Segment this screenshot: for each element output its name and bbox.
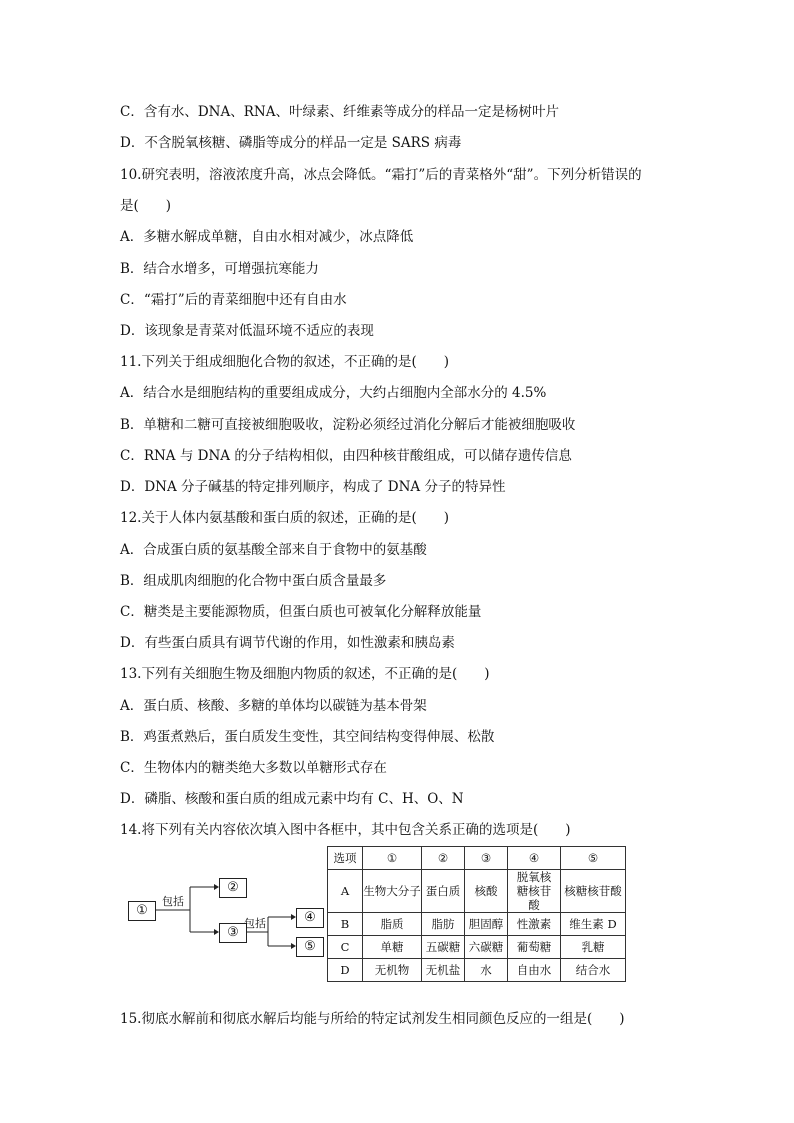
- table-header-cell: ⑤: [561, 847, 626, 870]
- table-cell: 无机盐: [422, 959, 465, 982]
- question-13-stem: 13.下列有关细胞生物及细胞内物质的叙述，不正确的是( ): [120, 666, 490, 682]
- table-cell: 维生素 D: [561, 913, 626, 936]
- option-13b: B．鸡蛋煮熟后，蛋白质发生变性，其空间结构变得伸展、松散: [120, 729, 495, 745]
- diagram-box-1: ①: [128, 901, 156, 921]
- option-12d: D．有些蛋白质具有调节代谢的作用，如性激素和胰岛素: [120, 635, 455, 651]
- table-cell: A: [328, 870, 363, 913]
- table-cell: 单糖: [363, 936, 422, 959]
- options-table: [327, 846, 626, 982]
- table-header-cell: ③: [465, 847, 508, 870]
- option-11d: D．DNA 分子碱基的特定排列顺序，构成了 DNA 分子的特异性: [120, 479, 506, 495]
- option-13a: A．蛋白质、核酸、多糖的单体均以碳链为基本骨架: [120, 698, 427, 714]
- option-13c: C．生物体内的糖类绝大多数以单糖形式存在: [120, 760, 387, 776]
- question-10-stem: 10.研究表明，溶液浓度升高，冰点会降低。“霜打”后的青菜格外“甜”。下列分析错误的: [120, 167, 642, 183]
- option-11c: C．RNA 与 DNA 的分子结构相似，由四种核苷酸组成，可以储存遗传信息: [120, 448, 572, 464]
- question-11-stem: 11.下列关于组成细胞化合物的叙述，不正确的是( ): [120, 354, 450, 370]
- table-header-cell: 选项: [328, 847, 363, 870]
- table-header-cell: ④: [508, 847, 561, 870]
- diagram-label-includes-2: 包括: [244, 917, 266, 930]
- diagram-box-3: ③: [219, 923, 247, 943]
- table-cell: 无机物: [363, 959, 422, 982]
- option-11b: B．单糖和二糖可直接被细胞吸收，淀粉必须经过消化分解后才能被细胞吸收: [120, 417, 576, 433]
- table-cell: C: [328, 936, 363, 959]
- option-12c: C．糖类是主要能源物质，但蛋白质也可被氧化分解释放能量: [120, 604, 482, 620]
- table-cell: 乳糖: [561, 936, 626, 959]
- option-10d: D．该现象是青菜对低温环境不适应的表现: [120, 323, 374, 339]
- option-13d: D．磷脂、核酸和蛋白质的组成元素中均有 C、H、O、N: [120, 791, 464, 807]
- option-9c: C．含有水、DNA、RNA、叶绿素、纤维素等成分的样品一定是杨树叶片: [120, 104, 559, 120]
- option-12b: B．组成肌肉细胞的化合物中蛋白质含量最多: [120, 573, 387, 589]
- question-14-stem: 14.将下列有关内容依次填入图中各框中，其中包含关系正确的选项是( ): [120, 822, 571, 838]
- table-cell: 脂质: [363, 913, 422, 936]
- option-10c: C．“霜打”后的青菜细胞中还有自由水: [120, 292, 347, 308]
- diagram-box-2: ②: [219, 878, 247, 898]
- question-12-stem: 12.关于人体内氨基酸和蛋白质的叙述，正确的是( ): [120, 510, 450, 526]
- table-cell: 脂肪: [422, 913, 465, 936]
- table-cell: 自由水: [508, 959, 561, 982]
- diagram-label-includes-1: 包括: [162, 895, 184, 908]
- table-row: [328, 959, 626, 982]
- table-cell: 蛋白质: [422, 870, 465, 913]
- table-cell: 五碳糖: [422, 936, 465, 959]
- table-cell: 六碳糖: [465, 936, 508, 959]
- table-row: [328, 870, 626, 913]
- diagram-box-5: ⑤: [296, 937, 324, 957]
- table-cell: 核糖核苷酸: [561, 870, 626, 913]
- table-cell: 结合水: [561, 959, 626, 982]
- table-cell: B: [328, 913, 363, 936]
- option-11a: A．结合水是细胞结构的重要组成成分，大约占细胞内全部水分的 4.5%: [120, 385, 547, 401]
- table-row: [328, 913, 626, 936]
- table-header-cell: ②: [422, 847, 465, 870]
- option-10b: B．结合水增多，可增强抗寒能力: [120, 261, 319, 277]
- table-cell: 水: [465, 959, 508, 982]
- table-header-row: [328, 847, 626, 870]
- table-cell: 胆固醇: [465, 913, 508, 936]
- table-cell: 脱氧核糖核苷酸: [508, 870, 561, 913]
- table-row: [328, 936, 626, 959]
- option-12a: A．合成蛋白质的氨基酸全部来自于食物中的氨基酸: [120, 542, 427, 558]
- table-header-cell: ①: [363, 847, 422, 870]
- table-cell: 生物大分子: [363, 870, 422, 913]
- table-cell: 核酸: [465, 870, 508, 913]
- question-10-stem-cont: 是( ): [120, 198, 172, 214]
- inclusion-diagram: [128, 860, 328, 970]
- table-cell: D: [328, 959, 363, 982]
- option-9d: D．不含脱氧核糖、磷脂等成分的样品一定是 SARS 病毒: [120, 135, 462, 151]
- question-15-stem: 15.彻底水解前和彻底水解后均能与所给的特定试剂发生相同颜色反应的一组是( ): [120, 1011, 625, 1027]
- diagram-box-4: ④: [296, 908, 324, 928]
- table-cell: 性激素: [508, 913, 561, 936]
- option-10a: A．多糖水解成单糖，自由水相对减少，冰点降低: [120, 229, 414, 245]
- table-cell: 葡萄糖: [508, 936, 561, 959]
